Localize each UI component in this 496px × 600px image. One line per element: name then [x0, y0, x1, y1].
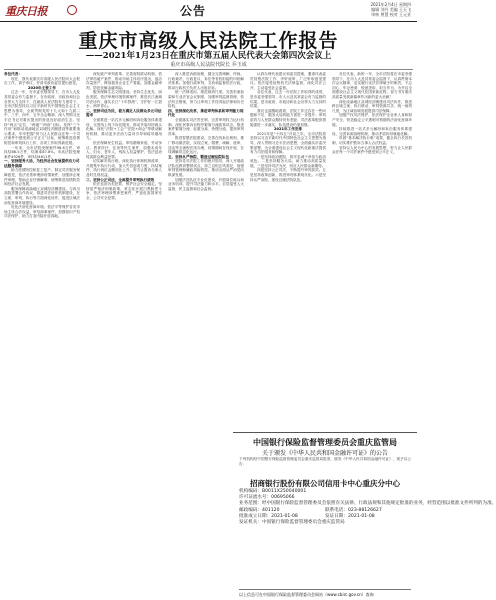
section-heading: 2020年主要工作 [28, 85, 56, 90]
paragraph: 我们也清醒地看到，法院工作还存在一些问题和不足：服务大局的能力需进一步提升；审判质效与人民群众期待仍有差距；司法改革配套措施需进一步落实；队伍建设仍需加强。 [250, 108, 326, 127]
subheading: 五、坚持从严治院，锻造过硬法院队伍 [168, 154, 230, 159]
report-subtitle: ——2021年1月23日在重庆市第五届人民代表大会第四次会议上 [85, 51, 332, 61]
paragraph: 认真办理代表建议和委员提案，邀请代表委员视察法院工作、旁听庭审，广泛听取意见建议。依法接受检察机关法律监督，深化司法公开，主动接受社会监督。 [250, 72, 326, 90]
notice-detail-cell: 联系电话：023-88126627 [325, 507, 382, 513]
notice-details [239, 489, 496, 526]
paragraph: 深化成渝地区双城经济圈建设司法协作，推进跨区域立案、执行联动、审判资源共享，统一裁判尺度，为区域协调发展提供司法保障。 [332, 99, 412, 113]
paragraph: 现在，我代表重庆市高级人民法院向大会报告工作，请予审议，并请市政协委员提出意见。 [4, 76, 80, 86]
paragraph: 深化破产审判改革，完善府院联动机制，依法审结破产案件，推动市场主体有序退出，盘活存量资产，释放债务企业生产要素。加强金融审判，防范化解金融风险。 [86, 72, 162, 90]
paragraph: 全面推进一站式多元解纷和诉讼服务体系建设，完善线上线下诉讼服务，推动矛盾纠纷源头化解。深化“法院+工会”“法院+商会”等联动解纷机制，推动更多法治力量向引导和疏导端用力。 [86, 117, 162, 141]
notice-detail-cell: 发证日期：2021-01-08 [325, 513, 375, 519]
subheading: 二、坚持司法为民，着力满足人民群众多元司法需求 [86, 108, 162, 118]
regulatory-notice [233, 432, 496, 600]
notice-detail-cell: 发证机关：中国银行保险监督管理委员会重庆监管局 [239, 520, 345, 526]
paragraph: 统一法律适用，规范裁判尺度。完善类案检索和专业法官会议制度，加强审判监督管理，依法纠正错案，努力让审判工作经得起法律和历史检验。 [168, 90, 244, 109]
notice-detail-cell: 许可证流水号：00695066 [239, 495, 295, 501]
subheading: 三、坚持公正司法，全面提升审判执行质效 [86, 177, 155, 182]
article-column-2 [86, 72, 162, 598]
paragraph: 巩固“基本解决执行难”成果，健全执行长效机制，切实维护胜诉当事人合法权益。 [332, 136, 412, 145]
paragraph: 依法保障民生权益。审结婚姻家庭、劳动争议、教育医疗、住房等民生案件，加强未成年人、妇女、老年人、残疾人权益保护，依法惩治侵害群众利益犯罪。 [86, 140, 162, 159]
notice-subtitle: 关于颁发《中华人民共和国金融许可证》的公告 [261, 450, 388, 457]
meta-line: 编辑 刘丹 美编 王天飞 [371, 7, 411, 12]
paragraph: 依法惩治各类犯罪，维护社会安全稳定。坚持宽严相济刑事政策，常态化开展扫黑除恶斗争，依法审理涉黑涉恶案件，严惩危害国家安全、公共安全犯罪。 [86, 182, 162, 201]
notice-detail-cell: 业务范围：经中国银行保险监督管理委员会依照有关法律、行政法规和其他规定批准的业务，经营范围以批准文件所列的为准。 [239, 501, 496, 507]
paragraph: 加强产权司法保护，依法保护企业家人身和财产安全，营造稳定公平透明可预期的法治化营商环境。 [332, 113, 412, 127]
report-headline: 重庆市高级人民法院工作报告 [78, 30, 339, 52]
divider [4, 69, 413, 70]
meta-line: 2021年2月4日 星期四 [370, 2, 411, 7]
subheading: 四、坚持深化改革，推进审判体系和审判能力现代化 [168, 108, 244, 118]
subheading: 各位代表： [4, 72, 22, 76]
paragraph: 加强法官队伍专业化建设，开展岗位练兵和业务培训，提升司法能力和水平。自觉接受人大监督、民主监督和社会监督。 [168, 177, 244, 191]
notice-footer: 以上信息可在中国银行保险监督管理委员会网站（www.cbirc.gov.cn）查询 [239, 589, 411, 597]
notice-detail-cell: 邮政编码：401120 [239, 507, 280, 513]
logo-seal-icon [67, 5, 77, 15]
institution-name: 招商银行股份有限公司信用卡中心重庆分中心 [250, 479, 400, 488]
newspaper-logo: 重庆日报 [5, 5, 47, 18]
paragraph: 推进智慧法院建设，完善在线诉讼规则，推广移动微法院，实现立案、缴费、调解、庭审、送达等全流程在线办理，疫情期间在线开庭、在线调解常态化运行。 [168, 136, 244, 155]
paragraph: 优化法治化营商环境。依法平等保护各类市场主体合法权益，审结商事案件，加强知识产权司法保护，助力打造内陆开放高地。 [4, 205, 80, 219]
report-byline: 重庆市高级人民法院代院长 乔玉成 [170, 62, 247, 68]
notice-detail-cell: 机构编码：B0011X250040001 [239, 489, 307, 494]
paragraph: 各位代表，过去一年法院工作取得的成绩，是市委坚强领导、市人大及其常委会有力监督的结果，是市政府、市政协和社会各界大力支持的结果。 [250, 90, 326, 109]
notice-detail-cell: 批准成立日期：2021-01-08 [239, 513, 298, 519]
article-column-1 [4, 72, 80, 598]
paragraph: 切实解决执行难。深化执行体制机制改革，开展集中执行行动，加大失信惩戒力度，执结案件，执行到位金额同比上升，努力让胜诉当事人及时兑现权益。 [86, 159, 162, 178]
paragraph: 各位代表，新的一年，全市法院将在市委坚强领导下，在市人大及其常委会监督下，认真贯彻本次会议精神，忠实履行宪法法律赋予的职责，不忘初心、牢记使命，锐意进取、担当作为，为开启全面建设社会主义现代化国家新征程、奋力书写重庆高质量发展新篇章作出新的更大贡献！ [332, 72, 412, 99]
edition-meta [319, 2, 411, 17]
article-column-4 [250, 72, 326, 428]
notice-detail-row [239, 520, 411, 526]
paragraph: 2021年是“十四五”开局之年。全市法院将坚持以习近平新时代中国特色社会主义思想为指导，深入贯彻习近平法治思想，全面落实市委决策部署，为全面建设社会主义现代化新重庆提供有力司法服务和保障。 [250, 131, 326, 155]
paragraph: 深入推进诉源治理，健全完善调解、仲裁、行政裁决、行政复议、诉讼等有机衔接的纠纷解决体系。加强行政审判，支持和监督依法行政，推动行政机关负责人出庭应诉。 [168, 72, 244, 90]
section-heading: 2021年工作安排 [274, 127, 302, 132]
paragraph: 一年来，全市法院受理案件98.6万件，审执结86.5万件，结案率87.8%。市高法院受理案件4926件，审执结4611件。 [4, 145, 80, 159]
paragraph: 全面落实司法责任制，完善审判权力运行机制。深化民事诉讼程序繁简分流改革试点，推进案件繁简分流、轻重分离、快慢分道，提高审判效率。 [168, 117, 244, 136]
notice-title: 中国银行保险监督管理委员会重庆监管局 [253, 437, 397, 447]
masthead [0, 0, 417, 22]
paragraph: 一是坚持政治建院，筑牢忠诚干净担当政治底色。二是坚持服务大局，助力推动高质量发展。三是坚持司法为民，回应人民群众新期待。 [250, 154, 326, 168]
notice-body: 下列机构经中国银行保险监督管理委员会重庆监管局批准，颁发《中华人民共和国金融许可证》，现予以公告： [239, 457, 411, 466]
section-title: 公告 [180, 4, 207, 18]
paragraph: 过去一年，在市委坚强领导下，在市人大及其常委会有力监督下，在市政府、市政协和社会各界大力支持下，在最高人民法院有力指导下，全市法院坚持以习近平新时代中国特色社会主义思想为指导，全面贯彻党的十九大和十九届二中、三中、四中、五中全会精神，深入贯彻习近平总书记对重庆提出的营造良好政治生态，坚持“两点”定位、“两地”“两高”目标，发挥“三个作用”和推动成渝地区双城经济圈建设等重要指示要求，牢牢把握“努力让人民群众在每一个司法案件中感受到公平正义”目标，统筹推进疫情防控和审判执行工作，各项工作取得新进展。 [4, 90, 80, 145]
meta-line: 审核 曾慧 校对 王元亚 [371, 12, 411, 17]
paragraph: 坚持党对法院工作的绝对领导，深入开展政法队伍教育整顿试点，持之以恒正风肃纪，加强审判管理和廉政风险防控，推动全面从严治党向纵深发展。 [168, 159, 244, 178]
paragraph: 坚持以人民为中心的发展思想，努力让人民群众在每一个司法案件中感受到公平正义。 [332, 145, 412, 155]
paragraph: 服务保障生态文明建设。坚持生态优先、绿色发展，依法审理环境资源案件，推进长江流域司法协作，落实长江“十年禁渔”，守护好一江碧水、两岸青山。 [86, 90, 162, 109]
paragraph: 持续推进一站式多元解纷和诉讼服务体系建设，完善诉源治理机制，推动矛盾纠纷就地化解。 [332, 127, 412, 136]
subheading: 一、坚持服务大局，为经济社会发展提供有力司法服务保障 [4, 159, 80, 168]
paragraph: 服务保障成渝地区双城经济圈建设。与四川高院签署合作协议，推进司法协作机制建设，在立案、审判、执行等方面深化协作，促进区域法治化营商环境建设。 [4, 186, 80, 205]
paragraph: 四是坚持公正司法，不断提升审判质效。五是坚持改革创新，推进审判体系现代化。六是坚持从严治院，建设过硬法院队伍。 [250, 168, 326, 182]
article-column-5 [332, 72, 412, 428]
paragraph: 助力疫情防控和复工复产。制定司法服务保障意见，依法妥善审理涉疫情案件，加强涉企案件审理，帮助企业纾困解难，统筹推进疫情防控和经济社会发展。 [4, 168, 80, 187]
